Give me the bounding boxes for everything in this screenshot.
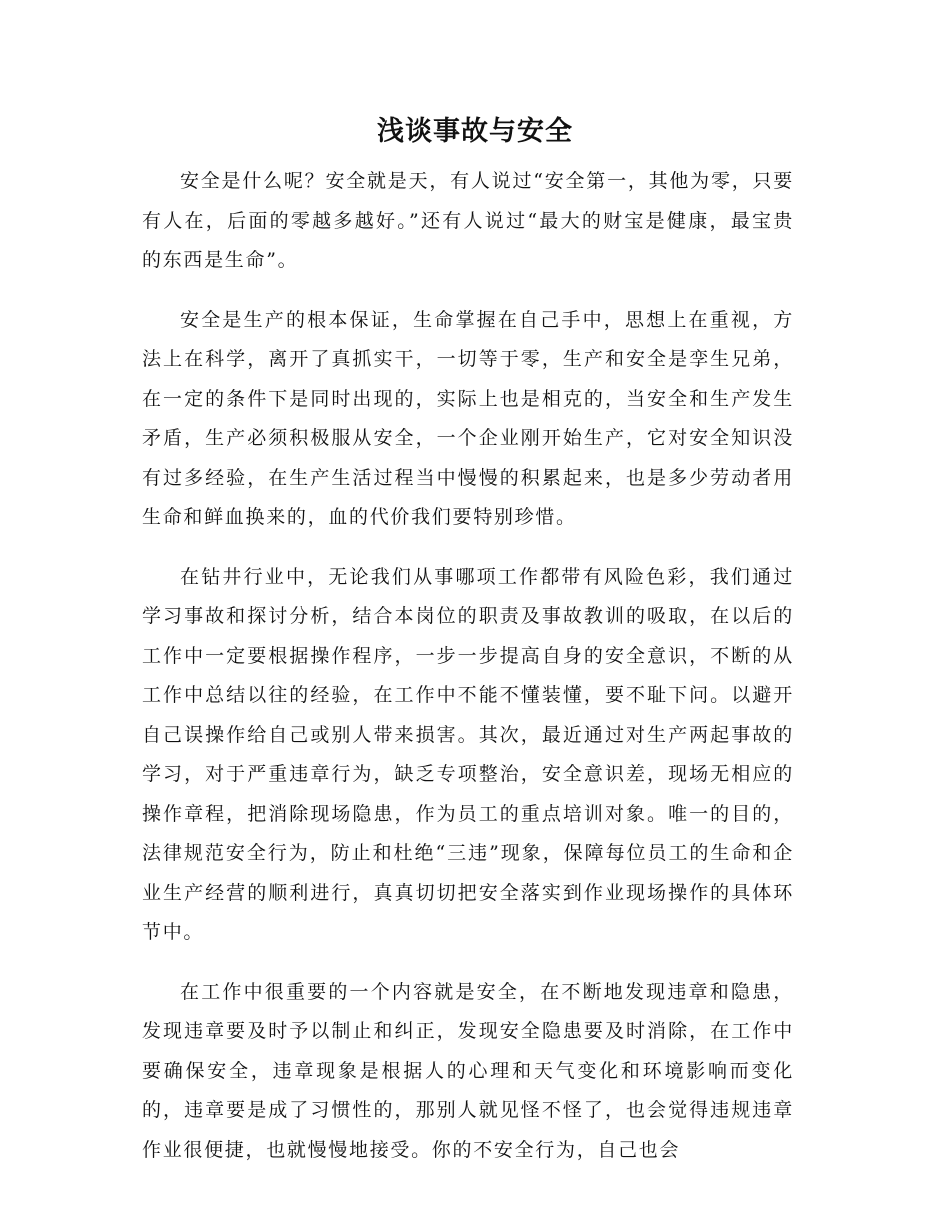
paragraph-1: 安全是什么呢？安全就是天，有人说过“安全第一，其他为零，只要有人在，后面的零越多越好。”还有人说过“最大的财宝是健康，最宝贵的东西是生命”。 [142, 170, 794, 271]
paragraph-4: 在工作中很重要的一个内容就是安全，在不断地发现违章和隐患，发现违章要及时予以制止和纠正，发现安全隐患要及时消除，在工作中要确保安全，违章现象是根据人的心理和天气变化和环境影响而变化的，违章要是成了习惯性的，那别人就见怪不怪了，也会觉得违规违章作业很便捷，也就慢慢地接受。你的不安全行为，自己也会 [142, 980, 794, 1161]
paragraph-2: 安全是生产的根本保证，生命掌握在自己手中，思想上在重视，方法上在科学，离开了真抓实干，一切等于零，生产和安全是孪生兄弟，在一定的条件下是同时出现的，实际上也是相克的，当安全和生产发生矛盾，生产必须积极服从安全，一个企业刚开始生产，它对安全知识没有过多经验，在生产生活过程当中慢慢的积累起来，也是多少劳动者用生命和鲜血换来的，血的代价我们要特别珍惜。 [142, 308, 794, 528]
document-title: 浅谈事故与安全 [377, 116, 573, 147]
document-body [142, 162, 794, 1190]
paragraph-3: 在钻井行业中，无论我们从事哪项工作都带有风险色彩，我们通过学习事故和探讨分析，结合本岗位的职责及事故教训的吸取，在以后的工作中一定要根据操作程序，一步一步提高自身的安全意识，不断的从工作中总结以往的经验，在工作中不能不懂装懂，要不耻下问。以避开自己误操作给自己或别人带来损害。其次，最近通过对生产两起事故的学习，对于严重违章行为，缺乏专项整治，安全意识差，现场无相应的操作章程，把消除现场隐患，作为员工的重点培训对象。唯一的目的，法律规范安全行为，防止和杜绝“三违”现象，保障每位员工的生命和企业生产经营的顺利进行，真真切切把安全落实到作业现场操作的具体环节中。 [142, 565, 794, 943]
